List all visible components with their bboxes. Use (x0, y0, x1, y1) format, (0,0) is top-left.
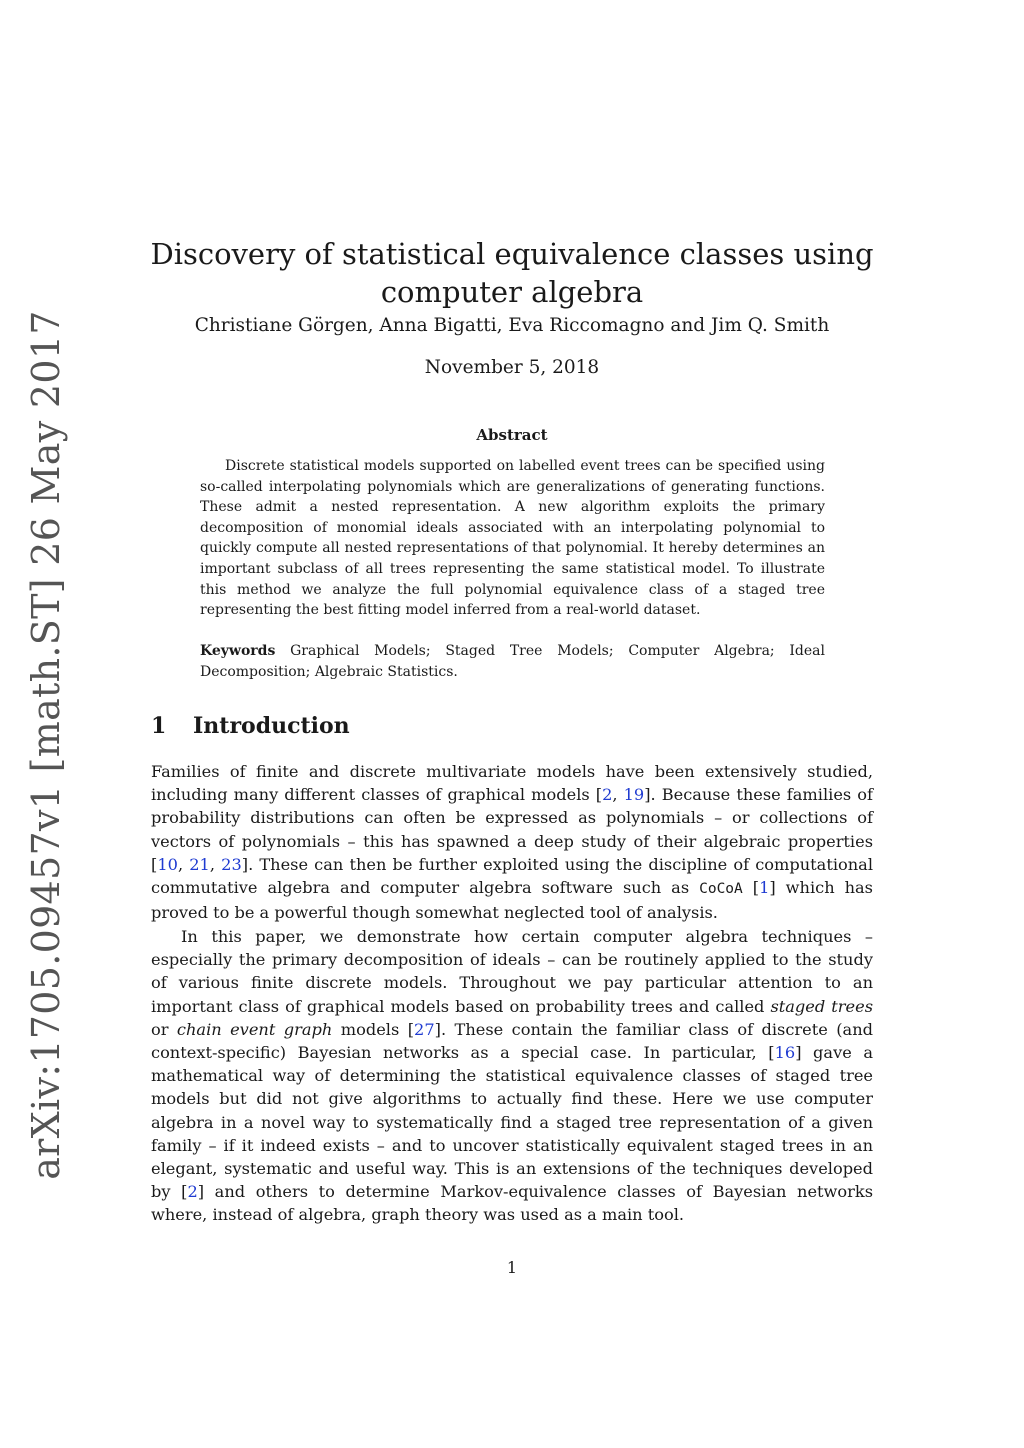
keywords (200, 641, 825, 682)
text-run: , (612, 785, 624, 805)
citation-link[interactable]: 21 (189, 854, 210, 874)
citation-link[interactable]: 23 (221, 854, 242, 874)
text-run: Families of finite and discrete multivariate models have been extensively studied, including many different classes of graphical models [ (151, 762, 873, 805)
citation-link[interactable]: 2 (602, 785, 613, 805)
text-run: or (151, 1019, 177, 1039)
text-run: ]. These can then be further exploited using the discipline of computational commutative algebra and computer algebra software such as (151, 854, 874, 898)
text-run: ] which has proved to be a powerful though somewhat neglected tool of analysis. (151, 878, 873, 923)
abstract-text: Discrete statistical models supported on labelled event trees can be specified using so-called interpolating polynomials which are generalizations of generating functions. These admit a nested representation. A new algorithm exploits the primary decomposition of monomial ideals associated with an interpolating polynomial to quickly compute all nested representations of that polynomial. It hereby determines an important subclass of all trees representing the same statistical model. To illustrate this method we analyze the full polynomial equivalence class of a staged tree representing the best fitting model inferred from a real-world dataset. (200, 458, 825, 619)
text-run: ] gave a mathematical way of determining the statistical equivalence classes of staged tree models but did not give algorithms to actually find these. Here we use computer algebra in a novel way to systematically find a staged tree representation of a given family – if it indeed exists – and to uncover statistically equivalent staged trees in an elegant, systematic and useful way. This is an extensions of the techniques developed by [ (151, 1043, 874, 1202)
abstract-heading: Abstract (476, 426, 548, 444)
intro-paragraph-1 (151, 760, 873, 924)
section-heading (151, 713, 350, 739)
text-run: , (177, 854, 190, 874)
text-run: models [ (332, 1019, 415, 1039)
software-name: CoCoA (699, 881, 743, 898)
citation-link[interactable]: 10 (157, 854, 178, 874)
text-run: [ (742, 878, 760, 898)
paper-title: Discovery of statistical equivalence classes using computer algebra (150, 237, 874, 310)
keywords-label: Keywords (200, 643, 276, 659)
intro-paragraph-2 (151, 925, 873, 1227)
paper-date: November 5, 2018 (424, 357, 600, 378)
page-number: 1 (506, 1258, 518, 1277)
emphasis-term: chain event graph (176, 1019, 333, 1039)
author-list: Christiane Görgen, Anna Bigatti, Eva Riccomagno and Jim Q. Smith (194, 315, 830, 336)
text-run: ]. Because these families of probability distributions can often be expressed as polynomials – or collections of vectors of polynomials – this has spawned a deep study of their algebraic properties [ (151, 785, 874, 874)
text-run: ]. These contain the familiar class of discrete (and context-specific) Bayesian networks as a special case. In particular, [ (151, 1019, 873, 1063)
text-run: ] and others to determine Markov-equivalence classes of Bayesian networks where, instead of algebra, graph theory was used as a main tool. (151, 1182, 873, 1225)
section-number: 1 (151, 713, 167, 739)
citation-link[interactable]: 27 (414, 1019, 435, 1039)
text-run: In this paper, we demonstrate how certain computer algebra techniques – especially the primary decomposition of ideals – can be routinely applied to the study of various finite discrete models. Throughout we pay particular attention to an important class of graphical models based on probability trees and called (151, 927, 873, 1016)
text-run: , (209, 854, 222, 874)
citation-link[interactable]: 1 (759, 878, 770, 898)
keywords-text: Graphical Models; Staged Tree Models; Computer Algebra; Ideal Decomposition; Algebraic Statistics. (200, 643, 825, 680)
arxiv-identifier: arXiv:1705.09457v1 [math.ST] 26 May 2017 (24, 310, 68, 1180)
section-title: Introduction (193, 713, 350, 739)
citation-link[interactable]: 19 (623, 785, 645, 805)
citation-link[interactable]: 2 (187, 1182, 198, 1202)
emphasis-term: staged trees (770, 996, 874, 1016)
citation-link[interactable]: 16 (774, 1043, 796, 1063)
